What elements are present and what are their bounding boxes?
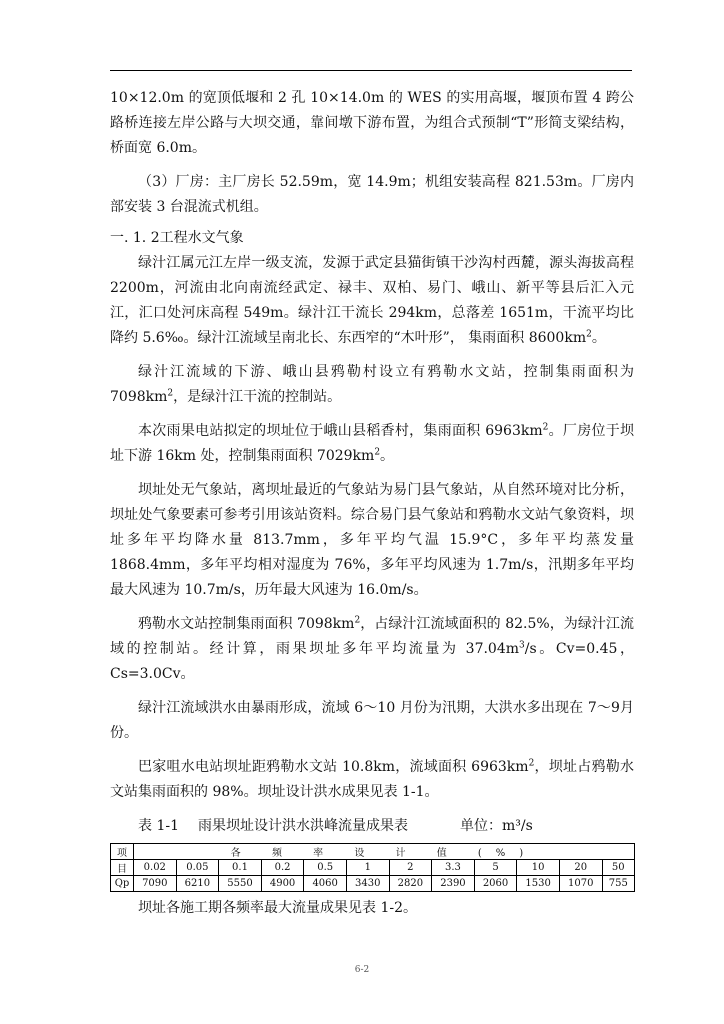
table-row <box>111 844 635 860</box>
table-cell: 2820 <box>389 876 432 892</box>
table-cell: 6210 <box>176 876 219 892</box>
page-number: 6-2 <box>354 965 370 975</box>
table-cell: Qp <box>111 876 134 892</box>
table-caption-number: 表 1-1 <box>138 818 179 834</box>
paragraph-station: 绿汁江流域的下游、峨山县鸦勒村设立有鸦勒水文站，控制集雨面积为$7098km^2$，是绿汁江干流的控制站。 <box>110 364 634 405</box>
header-rule <box>110 70 632 71</box>
table-caption <box>110 814 634 839</box>
table-caption-title: 雨果坝址设计洪水洪峰流量成果表 <box>198 818 408 834</box>
table-header: 各 频 率 设 计 值 (%) <box>134 844 635 860</box>
table-cell: 4900 <box>261 876 304 892</box>
table-caption-unit: 单位：m³/s <box>460 818 533 834</box>
paragraph-flood: 绿汁江流域洪水由暴雨形成，流域 6～10 月份为汛期，大洪水多出现在 7～9月份。 <box>110 700 634 741</box>
table-cell: 3.3 <box>432 860 475 876</box>
table-cell: 0.05 <box>176 860 219 876</box>
table-cell: 755 <box>602 876 634 892</box>
table-cell: 3430 <box>346 876 389 892</box>
table-cell: 5550 <box>219 876 262 892</box>
table-cell: 20 <box>559 860 602 876</box>
table-cell: 7090 <box>134 876 177 892</box>
table-cell: 2060 <box>474 876 517 892</box>
table-cell: 5 <box>474 860 517 876</box>
table-cell: 2 <box>389 860 432 876</box>
table-cell: 1 <box>346 860 389 876</box>
paragraph-damsite: 本次雨果电站拟定的坝址位于峨山县稻香村，集雨面积 $6963km^2$。厂房位于坝址下游 16km 处，控制集雨面积 $7029km^2$。 <box>110 422 635 464</box>
document-body <box>110 86 634 921</box>
table-cell: 0.1 <box>219 860 262 876</box>
paragraph-weir: 10×12.0m 的宽顶低堰和 2 孔 10×14.0m 的 WES 的实用高堰，堰顶布置 4 跨公路桥连接左岸公路与大坝交通，靠间墩下游布置，为组合式预制“T”形简支梁结构，桥面宽 6.0m。 <box>110 90 634 156</box>
paragraph-flow: 鸦勒水文站控制集雨面积 $7098km^2$，占绿汁江流域面积的 82.5%，为绿汁江流域的控制站。经计算，雨果坝址多年平均流量为 $37.04m^3/s$。Cv=0.45，Cs=3.0Cv。 <box>110 615 634 682</box>
section-heading: 一. 1. 2工程水文气象 <box>110 230 244 246</box>
table-row <box>111 860 635 876</box>
table-cell: 0.2 <box>261 860 304 876</box>
paragraph-bajiazui: 巴家咀水电站坝址距鸦勒水文站 10.8km，流域面积 $6963km^2$，坝址占鸦勒水文站集雨面积的 98%。坝址设计洪水成果见表 1-1。 <box>110 758 635 800</box>
table-cell: 0.02 <box>134 860 177 876</box>
table-cell: 50 <box>602 860 634 876</box>
paragraph-table-ref: 坝址各施工期各频率最大流量成果见表 1-2。 <box>138 900 417 916</box>
flood-table <box>110 843 635 892</box>
paragraph-climate: 坝址处无气象站，离坝址最近的气象站为易门县气象站，从自然环境对比分析，坝址处气象要素可参考引用该站资料。综合易门县气象站和鸦勒水文站气象资料，坝址多年平均降水量 813.7mm，多年平均气温 15.9°C，多年平均蒸发量1868.4mm，多年平均相对湿度为 76%，多年平均风速为 1.7m/s，汛期多年平均最大风速为 10.7m/s，历年最大风速为 16.0m/s。 <box>110 482 634 598</box>
table-row <box>111 876 635 892</box>
table-cell: 项 <box>111 844 134 860</box>
table-cell: 1530 <box>517 876 560 892</box>
table-cell: 2390 <box>432 876 475 892</box>
paragraph-river: 绿汁江属元江左岸一级支流，发源于武定县猫街镇干沙沟村西麓，源头海拔高程 2200m，河流由北向南流经武定、禄丰、双柏、易门、峨山、新平等县后汇入元江，汇口处河床高程 549m。绿汁江干流长 294km，总落差 1651m，干流平均比降约 5.6‰。绿汁江流域呈南北长、东西窄的“木叶形”， 集雨面积 $8600km^2$。 <box>110 255 634 346</box>
table-cell: 0.5 <box>304 860 347 876</box>
table-cell: 10 <box>517 860 560 876</box>
table-cell: 4060 <box>304 876 347 892</box>
table-cell: 1070 <box>559 876 602 892</box>
table-cell: 目 <box>111 860 134 876</box>
paragraph-powerhouse: （3）厂房：主厂房长 52.59m，宽 14.9m；机组安装高程 821.53m。厂房内部安装 3 台混流式机组。 <box>110 174 634 215</box>
